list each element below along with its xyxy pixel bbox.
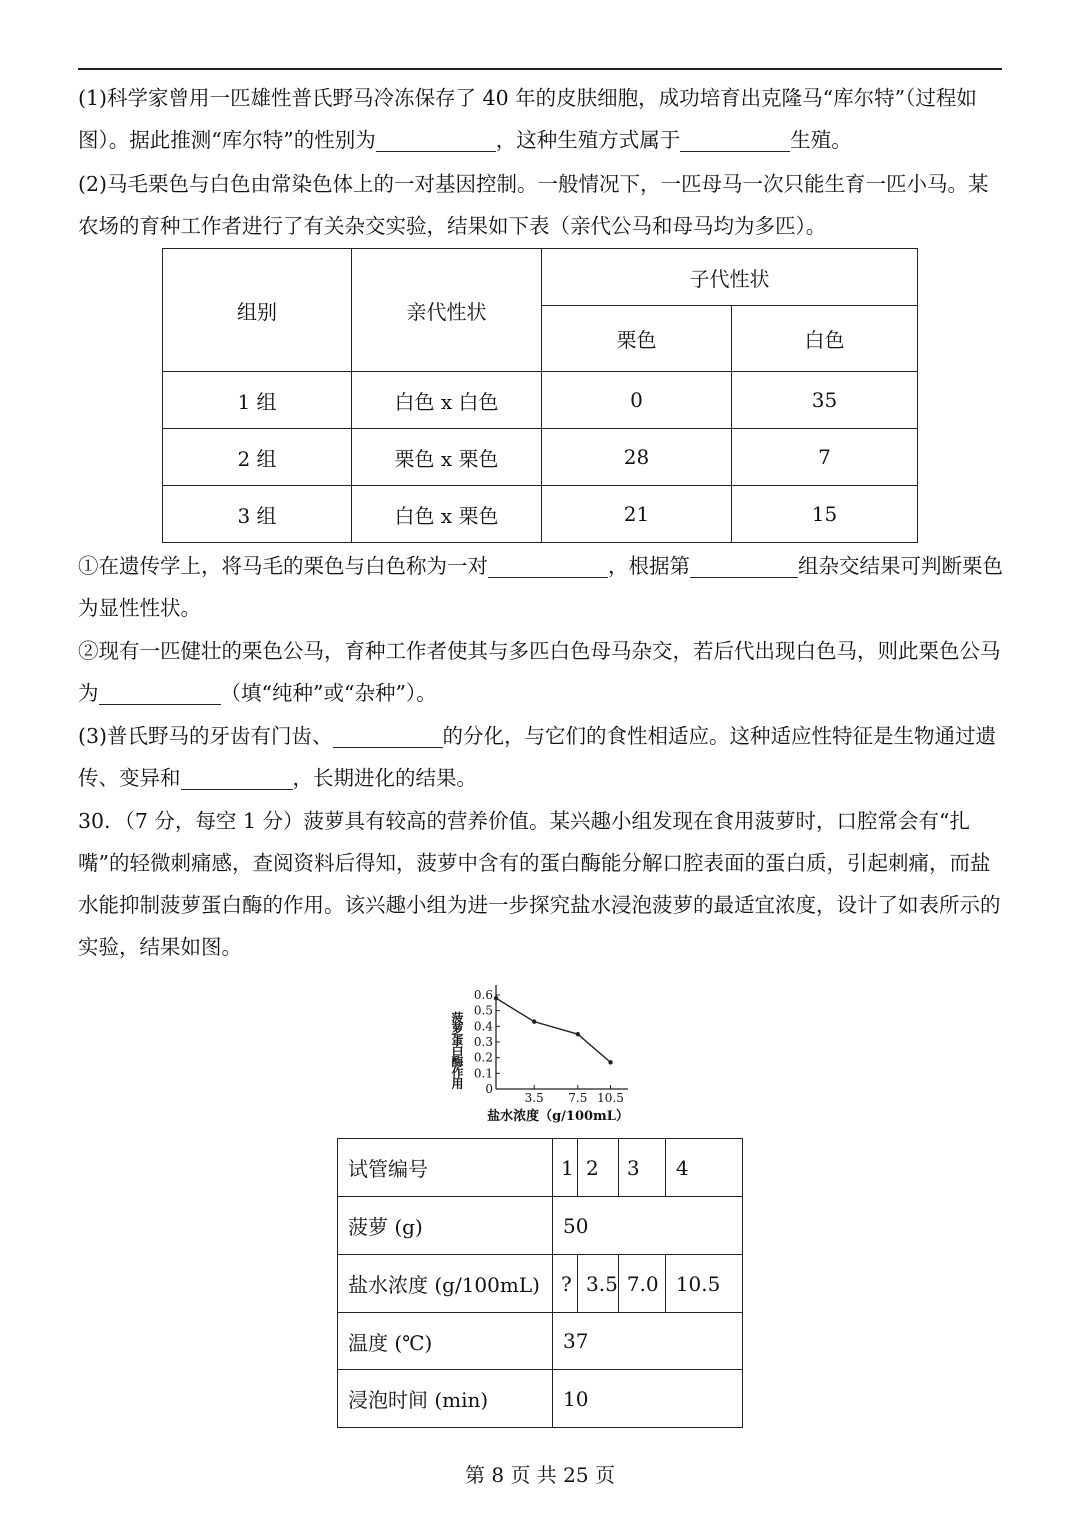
answer-blank-sex[interactable] [376,127,496,152]
cell-parent: 栗色 x 栗色 [352,429,542,486]
cell-chestnut: 21 [542,486,732,543]
x-axis-label: 盐水浓度（g/100mL） [487,1109,629,1124]
temperature-value: 37 [553,1313,743,1370]
cell-group: 2 组 [163,429,352,486]
x-tick-label: 10.5 [597,1091,624,1105]
answer-blank-group[interactable] [690,553,798,578]
y-tick-label: 0.3 [473,1035,493,1049]
q29-part1: (1)科学家曾用一匹雄性普氏野马冷冻保存了 40 年的皮肤细胞，成功培育出克隆马“库尔特”（过程如图）。据此推测“库尔特”的性别为 ，这种生殖方式属于 生殖。 [78,86,977,152]
q29-part2: (2)马毛栗色与白色由常染色体上的一对基因控制。一般情况下，一匹母马一次只能生育一匹小马。某农场的育种工作者进行了有关杂交实验，结果如下表（亲代公马和母马均为多匹）。 [78,172,989,238]
cell-group: 1 组 [163,372,352,429]
cell-white: 7 [732,429,918,486]
page-footer: 第 8 页 共 25 页 [465,1463,615,1487]
y-tick-label: 0.6 [473,988,493,1002]
y-tick-label: 0.1 [473,1066,493,1081]
y-tick-label: 0.5 [473,1003,493,1018]
table-row [163,429,918,486]
data-point [494,996,498,1000]
cell-parent: 白色 x 白色 [352,372,542,429]
x-tick-label: 3.5 [524,1091,544,1105]
row-label-temperature: 温度 (℃) [338,1313,553,1370]
enzyme-activity-chart [445,978,645,1128]
header-white: 白色 [732,306,918,372]
answer-blank-relative-traits[interactable] [488,553,608,578]
row-label-salt: 盐水浓度 (g/100mL) [338,1255,553,1313]
header-group: 组别 [163,249,352,372]
cell-chestnut: 0 [542,372,732,429]
y-tick-label: 0.4 [473,1019,493,1034]
tube-number: 1 [553,1139,578,1197]
experiment-table [337,1138,743,1428]
header-chestnut: 栗色 [542,306,732,372]
y-axis-label: 菠萝蛋白酶作用 [450,1011,464,1089]
salt-concentration: ? [553,1255,578,1313]
q29-part5: (3)普氏野马的牙齿有门齿、 的分化，与它们的食性相适应。这种适应性特征是生物通过遗传、变异和 ，长期进化的结果。 [78,724,997,790]
x-tick-label: 7.5 [568,1091,588,1105]
cross-result-table [162,248,918,543]
row-label-soak-time: 浸泡时间 (min) [338,1370,553,1428]
cell-group: 3 组 [163,486,352,543]
series-line [496,998,611,1062]
cell-white: 35 [732,372,918,429]
tube-number: 2 [578,1139,619,1197]
tube-number: 4 [665,1139,742,1197]
top-rule [78,68,1002,70]
table-row [163,372,918,429]
y-tick-label: 0.2 [473,1050,493,1065]
y-tick-label: 0 [485,1082,493,1096]
header-offspring-trait: 子代性状 [542,249,918,306]
data-point [608,1060,612,1064]
pineapple-mass: 50 [553,1197,743,1255]
answer-blank-purebred[interactable] [99,680,221,705]
cell-chestnut: 28 [542,429,732,486]
cell-parent: 白色 x 栗色 [352,486,542,543]
salt-concentration: 3.5 [578,1255,619,1313]
answer-blank-evolution[interactable] [181,765,293,790]
q29-part3: ①在遗传学上，将马毛的栗色与白色称为一对 ，根据第 组杂交结果可判断栗色为显性性状。 [78,554,1003,620]
salt-concentration: 10.5 [665,1255,742,1313]
tube-number: 3 [618,1139,665,1197]
cell-white: 15 [732,486,918,543]
header-parent-trait: 亲代性状 [352,249,542,372]
q29-part4: ②现有一匹健壮的栗色公马，育种工作者使其与多匹白色母马杂交，若后代出现白色马，则此栗色公马为 （填“纯种”或“杂种”）。 [78,639,1001,705]
data-point [576,1032,580,1036]
answer-blank-teeth[interactable] [333,723,443,748]
row-label-pineapple: 菠萝 (g) [338,1197,553,1255]
soak-time-value: 10 [553,1370,743,1428]
data-point [532,1019,536,1023]
row-label-tube: 试管编号 [338,1139,553,1197]
table-row [163,486,918,543]
q30-stem: 30．（7 分，每空 1 分）菠萝具有较高的营养价值。某兴趣小组发现在食用菠萝时，口腔常会有“扎嘴”的轻微刺痛感，查阅资料后得知，菠萝中含有的蛋白酶能分解口腔表面的蛋白质，引起刺痛，而盐水能抑制菠萝蛋白酶的作用。该兴趣小组为进一步探究盐水浸泡菠萝的最适宜浓度，设计了如表所示的实验，结果如图。 [78,809,1001,959]
salt-concentration: 7.0 [618,1255,665,1313]
answer-blank-reproduction[interactable] [680,127,790,152]
